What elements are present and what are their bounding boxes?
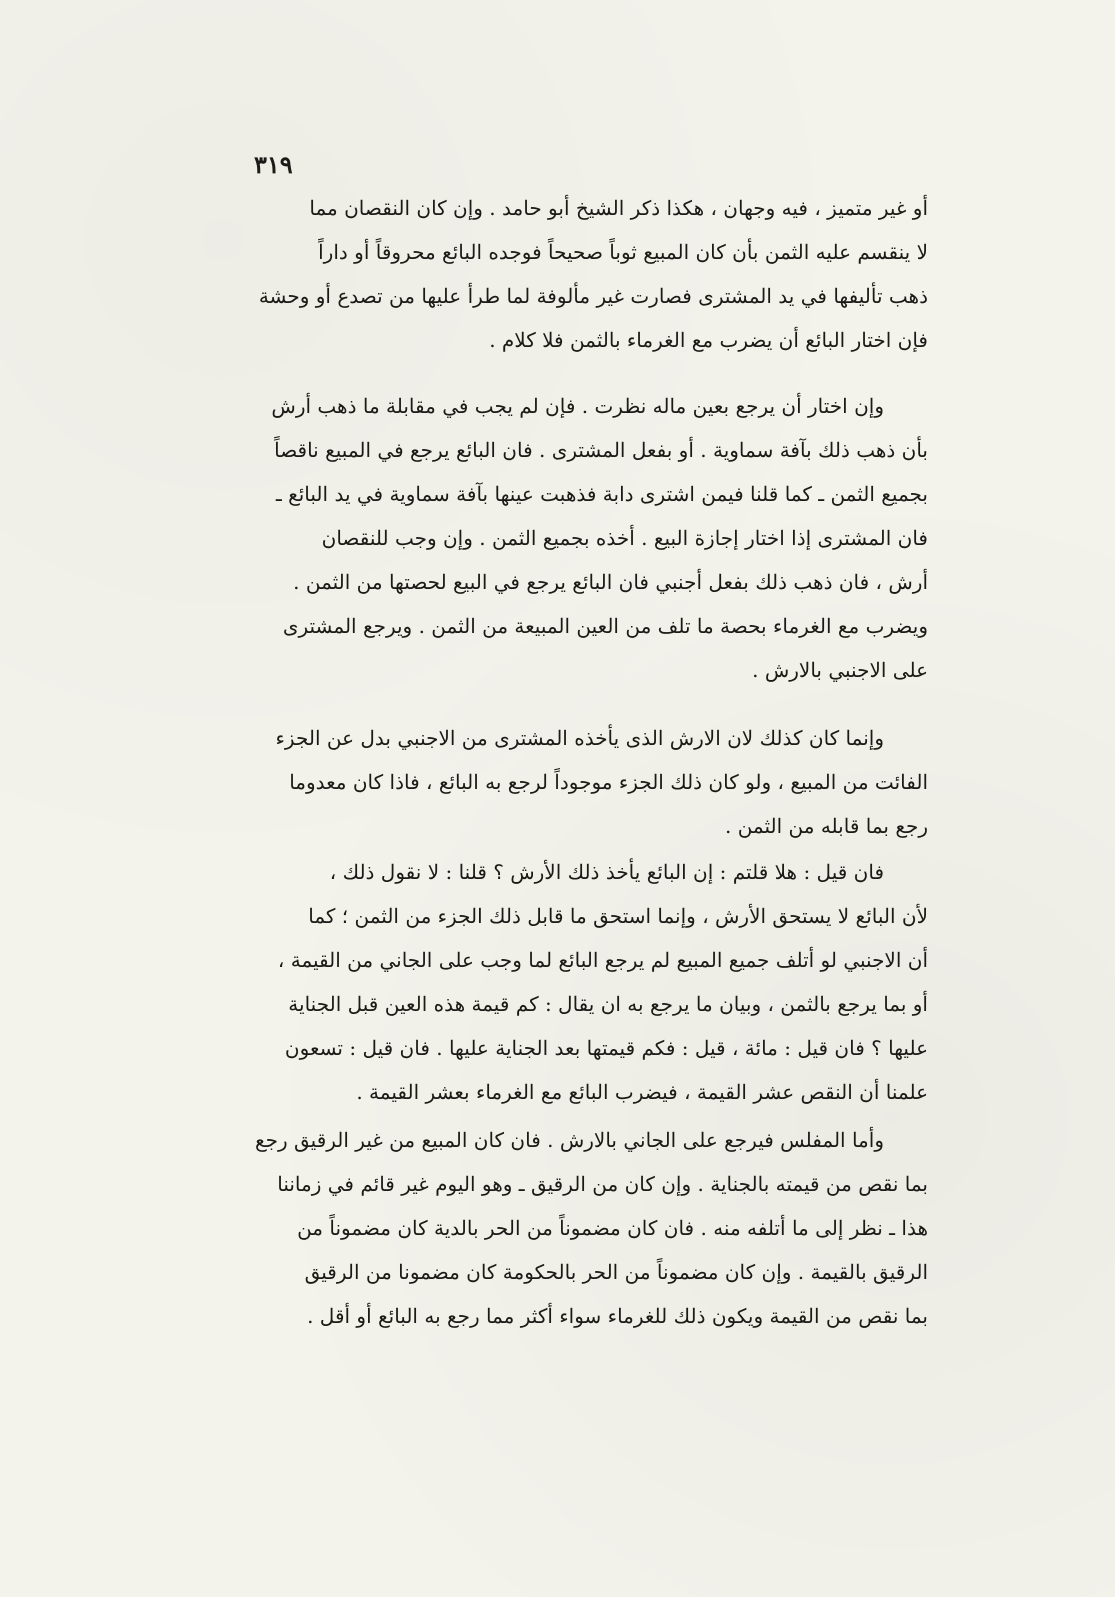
text-line: بما نقص من القيمة ويكون ذلك للغرماء سواء أكثر مما رجع به البائع أو أقل . [307, 1304, 928, 1328]
text-line: وإنما كان كذلك لان الارش الذى يأخذه المشترى من الاجنبي بدل عن الجزء [275, 726, 884, 750]
text-line: الرقيق بالقيمة . وإن كان مضموناً من الحر بالحكومة كان مضمونا من الرقيق [304, 1260, 928, 1284]
text-line: فان قيل : هلا قلتم : إن البائع يأخذ ذلك الأرش ؟ قلنا : لا نقول ذلك ، [329, 860, 884, 884]
text-line: علمنا أن النقص عشر القيمة ، فيضرب البائع مع الغرماء بعشر القيمة . [356, 1080, 928, 1104]
text-line: أن الاجنبي لو أتلف جميع المبيع لم يرجع البائع لما وجب على الجاني من القيمة ، [277, 948, 928, 972]
text-line: ويضرب مع الغرماء بحصة ما تلف من العين المبيعة من الثمن . ويرجع المشترى [282, 614, 928, 638]
text-line: على الاجنبي بالارش . [752, 658, 928, 682]
text-line: أو بما يرجع بالثمن ، وبيان ما يرجع به ان يقال : كم قيمة هذه العين قبل الجناية [288, 992, 928, 1016]
text-line: ذهب تأليفها في يد المشترى فصارت غير مألوفة لما طرأ عليها من تصدع أو وحشة [258, 284, 928, 308]
paragraph-3 [200, 716, 928, 848]
text-line: عليها ؟ فان قيل : مائة ، قيل : فكم قيمتها بعد الجناية عليها . فان قيل : تسعون [284, 1036, 928, 1060]
paragraph-5 [200, 1118, 928, 1338]
text-line: بجميع الثمن ـ كما قلنا فيمن اشترى دابة فذهبت عينها بآفة سماوية في يد البائع ـ [275, 482, 928, 506]
text-line: فإن اختار البائع أن يضرب مع الغرماء بالثمن فلا كلام . [489, 328, 928, 352]
text-line: فان المشترى إذا اختار إجازة البيع . أخذه بجميع الثمن . وإن وجب للنقصان [321, 526, 928, 550]
paragraph-4 [200, 850, 928, 1114]
text-line: أو غير متميز ، فيه وجهان ، هكذا ذكر الشيخ أبو حامد . وإن كان النقصان مما [309, 196, 928, 220]
text-line: بأن ذهب ذلك بآفة سماوية . أو بفعل المشترى . فان البائع يرجع في المبيع ناقصاً [274, 438, 928, 462]
text-line: لأن البائع لا يستحق الأرش ، وإنما استحق ما قابل ذلك الجزء من الثمن ؛ كما [308, 904, 928, 928]
text-line: رجع بما قابله من الثمن . [724, 814, 928, 838]
text-line: بما نقص من قيمته بالجناية . وإن كان من الرقيق ـ وهو اليوم غير قائم في زماننا [277, 1172, 928, 1196]
text-line: وإن اختار أن يرجع بعين ماله نظرت . فإن لم يجب في مقابلة ما ذهب أرش [271, 394, 884, 418]
paragraph-1 [200, 186, 928, 362]
text-line: هذا ـ نظر إلى ما أتلفه منه . فان كان مضموناً من الحر بالدية كان مضموناً من [297, 1216, 928, 1240]
text-line: وأما المفلس فيرجع على الجاني بالارش . فان كان المبيع من غير الرقيق رجع [254, 1128, 884, 1152]
paragraph-2 [200, 384, 928, 692]
text-line: لا ينقسم عليه الثمن بأن كان المبيع ثوباً صحيحاً فوجده البائع محروقاً أو داراً [318, 240, 928, 264]
text-line: الفائت من المبيع ، ولو كان ذلك الجزء موجوداً لرجع به البائع ، فاذا كان معدوما [289, 770, 928, 794]
page-number: ٣١٩ [254, 150, 293, 179]
text-line: أرش ، فان ذهب ذلك بفعل أجنبي فان البائع يرجع في البيع لحصتها من الثمن . [293, 570, 928, 594]
